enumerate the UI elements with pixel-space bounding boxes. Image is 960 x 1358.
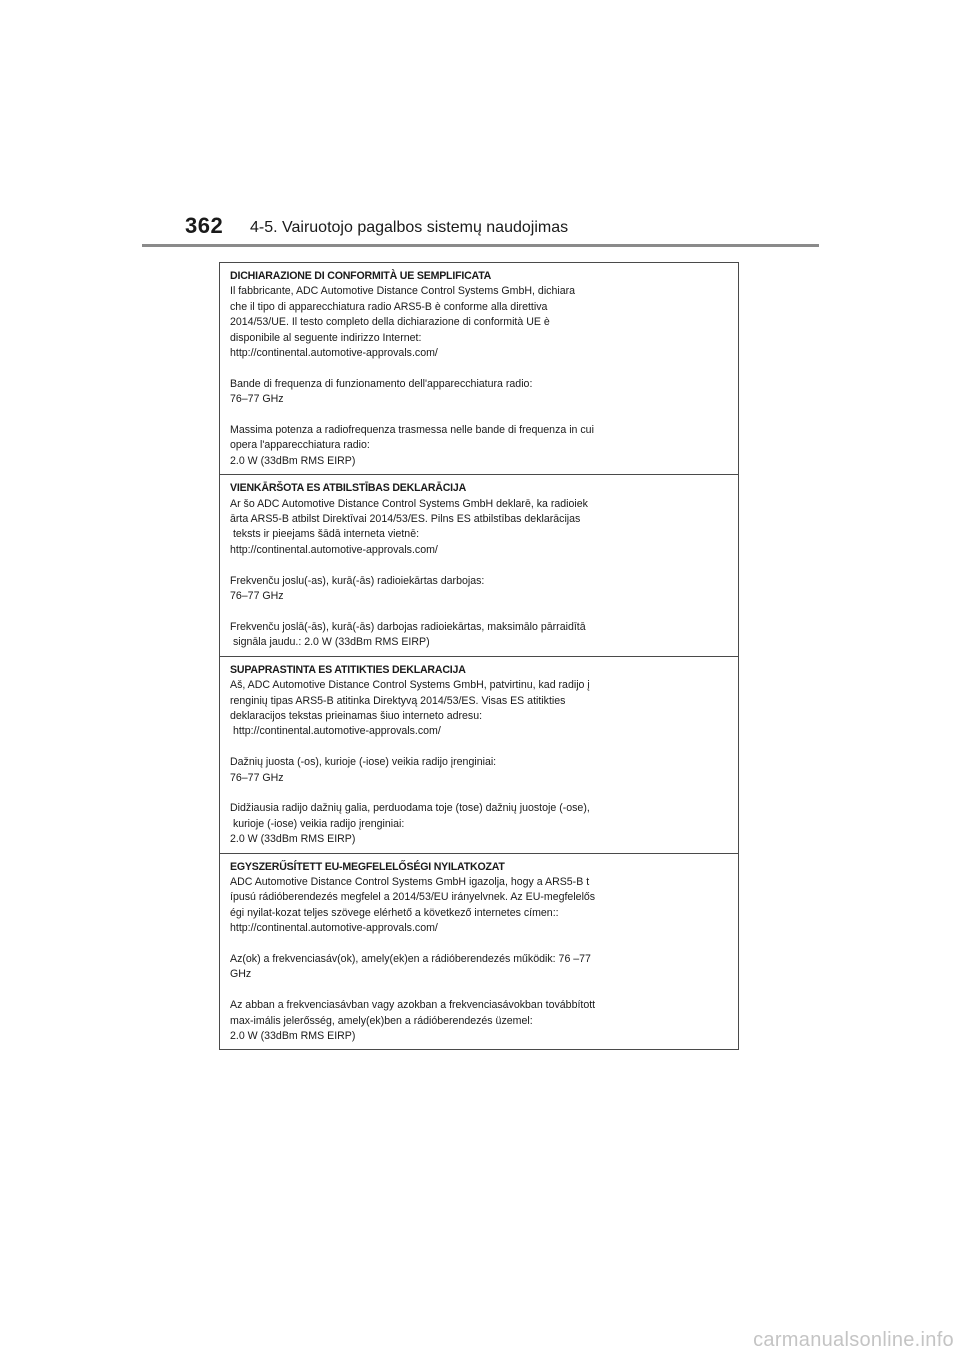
declaration-body: Ar šo ADC Automotive Distance Control Systems GmbH deklarē, ka radioiek ārta ARS5-B atbilst Direktīvai 2014/53/ES. Pilns ES atbilstības deklarācijas teksts ir pieejams šādā interneta vietnē: http://continental.automotive-approvals.com/ xyxy=(230,497,588,556)
declaration-title: SUPAPRASTINTA ES ATITIKTIES DEKLARACIJA xyxy=(230,663,466,676)
declaration-frequency: Az(ok) a frekvenciasáv(ok), amely(ek)en a rádióberendezés működik: 76 –77 GHz xyxy=(230,952,591,981)
declaration-body: Aš, ADC Automotive Distance Control Systems GmbH, patvirtinu, kad radijo į renginių tipas ARS5-B atitinka Direktyvą 2014/53/ES. Visas ES atitikties deklaracijos tekstas prieinamas šiuo interneto adresu: http://continental.automotive-approvals.com/ xyxy=(230,679,590,738)
declaration-frequency: Dažnių juosta (-os), kurioje (-iose) veikia radijo įrenginiai: 76–77 GHz xyxy=(230,756,497,784)
section-title: 4-5. Vairuotojo pagalbos sistemų naudojimas xyxy=(250,219,569,236)
declaration-power: Massima potenza a radiofrequenza trasmessa nelle bande di frequenza in cui opera l'apparecchiatura radio: 2.0 W (33dBm RMS EIRP) xyxy=(230,424,594,467)
footer-watermark: carmanualsonline.info xyxy=(753,1329,954,1351)
declarations-table xyxy=(219,262,739,1050)
declaration-title: DICHIARAZIONE DI CONFORMITÀ UE SEMPLIFICATA xyxy=(230,270,492,282)
page-number: 362 xyxy=(185,213,224,238)
declaration-power: Az abban a frekvenciasávban vagy azokban a frekvenciasávokban továbbított max-imális jelerősség, amely(ek)ben a rádióberendezés üzemel: 2.0 W (33dBm RMS EIRP) xyxy=(230,999,596,1042)
declaration-hungarian xyxy=(220,853,738,1050)
declaration-frequency: Frekvenču joslu(-as), kurā(-ās) radioiekārtas darbojas: 76–77 GHz xyxy=(230,574,485,603)
declaration-lithuanian xyxy=(220,656,738,853)
page-header xyxy=(0,0,960,250)
declaration-power: Didžiausia radijo dažnių galia, perduodama toje (tose) dažnių juostoje (-ose), kurioje (-iose) veikia radijo įrenginiai: 2.0 W (33dBm RMS EIRP) xyxy=(230,802,590,846)
declaration-body: ADC Automotive Distance Control Systems GmbH igazolja, hogy a ARS5-B t ípusú rádióberendezés megfelel a 2014/53/EU irányelvnek. Az EU-megfelelős égi nyilat-kozat teljes szövege elérhető a következő internetes címen:: http://continental.automotive-approvals.com/ xyxy=(230,875,596,935)
declaration-title: VIENKĀRŠOTA ES ATBILSTĪBAS DEKLARĀCIJA xyxy=(230,482,467,495)
declaration-italian xyxy=(220,263,738,474)
declaration-frequency: Bande di frequenza di funzionamento dell'apparecchiatura radio: 76–77 GHz xyxy=(230,377,533,406)
declaration-power: Frekvenču joslā(-ās), kurā(-ās) darbojas radioiekārtas, maksimālo pārraidītā signāla jaudu.: 2.0 W (33dBm RMS EIRP) xyxy=(230,620,586,649)
header-divider xyxy=(142,244,819,247)
declaration-latvian xyxy=(220,474,738,655)
declaration-body: Il fabbricante, ADC Automotive Distance Control Systems GmbH, dichiara che il tipo di apparecchiatura radio ARS5-B è conforme alla direttiva 2014/53/UE. Il testo completo della dichiarazione di conformità UE è disponibile al seguente indirizzo Internet: http://continental.automotive-approvals.com/ xyxy=(230,285,576,360)
declaration-title: EGYSZERŰSÍTETT EU-MEGFELELŐSÉGI NYILATKOZAT xyxy=(230,860,505,873)
